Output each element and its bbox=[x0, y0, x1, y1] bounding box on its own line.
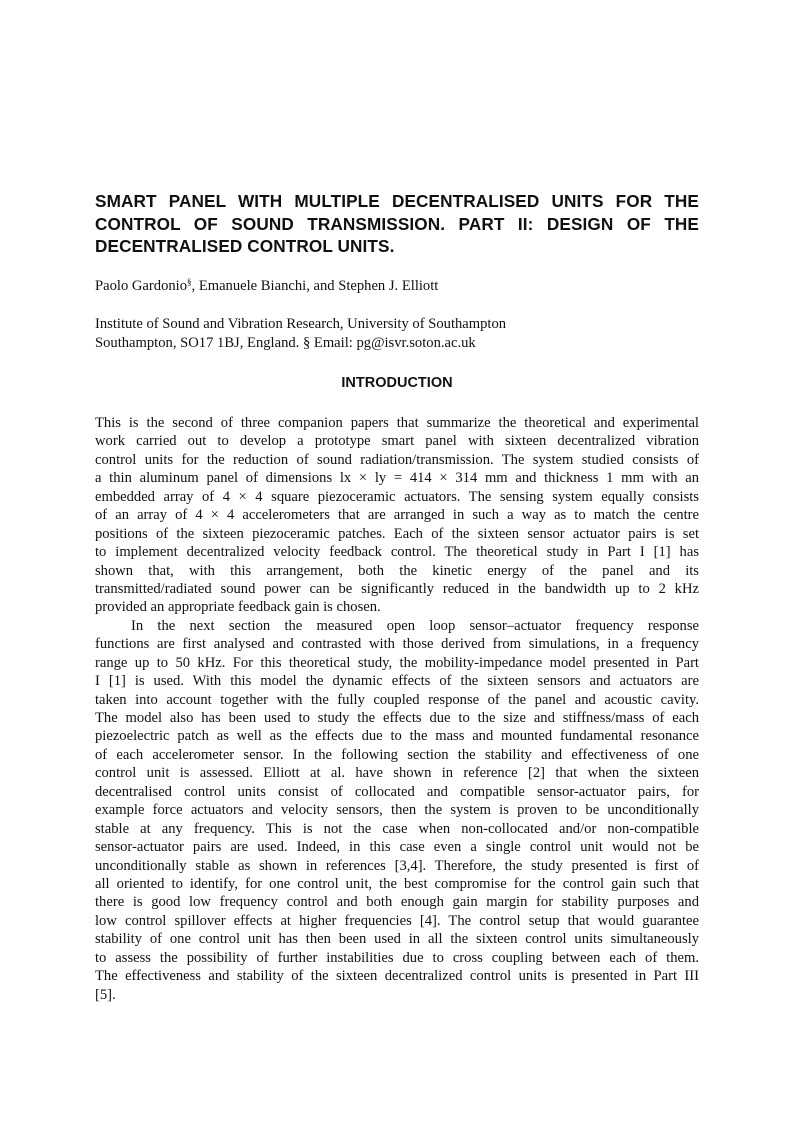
text-line: low control spillover effects at higher frequencies [4]. The control setup that would guarantee bbox=[95, 912, 699, 929]
text-line: In the next section the measured open loop sensor–actuator frequency response bbox=[131, 617, 699, 634]
text-line: positions of the sixteen piezoceramic patches. Each of the sixteen sensor actuator pairs is set bbox=[95, 525, 699, 542]
affiliation-line: Southampton, SO17 1BJ, England. § Email: pg@isvr.soton.ac.uk bbox=[95, 334, 476, 351]
paper-title bbox=[95, 190, 699, 258]
text-line: range up to 50 kHz. For this theoretical study, the mobility-impedance model presented in Part bbox=[95, 654, 699, 671]
text-line: example force actuators and velocity sensors, then the system is proven to be unconditionally bbox=[95, 802, 699, 819]
affiliation-line: Institute of Sound and Vibration Research, University of Southampton bbox=[95, 316, 507, 332]
text-line: functions are first analysed and contrasted with those derived from simulations, in a frequency bbox=[95, 636, 699, 653]
title-line: CONTROL OF SOUND TRANSMISSION. PART II: DESIGN OF THE bbox=[95, 213, 699, 234]
text-line: piezoelectric patch as well as the effects due to the mass and mounted fundamental resonance bbox=[95, 728, 699, 745]
text-line: all oriented to identify, for one control unit, the best compromise for the control gain such that bbox=[95, 875, 699, 892]
text-line: stability of one control unit has then been used in all the sixteen control units simultaneously bbox=[95, 931, 699, 948]
text-line: I [1] is used. With this model the dynamic effects of the sixteen sensors and actuators are bbox=[95, 673, 699, 690]
text-line: taken into account together with the fully coupled response of the panel and acoustic cavity. bbox=[95, 691, 699, 708]
text-line: to assess the possibility of further instabilities due to cross coupling between each of them. bbox=[95, 949, 699, 966]
text-line: there is good low frequency control and both enough gain margin for stability purposes and bbox=[95, 894, 699, 911]
text-line: The effectiveness and stability of the sixteen decentralized control units is presented in Part III bbox=[95, 968, 699, 985]
text-line: embedded array of 4 × 4 square piezoceramic actuators. The sensing system equally consists bbox=[95, 488, 699, 505]
text-line: stable at any frequency. This is not the case when non-collocated and/or non-compatible bbox=[95, 820, 699, 837]
author-names-rest: , Emanuele Bianchi, and Stephen J. Elliott bbox=[191, 278, 439, 294]
text-line: [5]. bbox=[95, 986, 116, 1003]
section-heading: INTRODUCTION bbox=[341, 375, 453, 391]
text-line: of an array of 4 × 4 accelerometers that are arranged in such a way as to match the centre bbox=[95, 507, 699, 524]
text-line: a thin aluminum panel of dimensions lx × ly = 414 × 314 mm and thickness 1 mm with an bbox=[95, 470, 699, 487]
body-text bbox=[95, 414, 699, 1004]
text-line: control units for the reduction of sound radiation/transmission. The system studied consists of bbox=[95, 451, 699, 468]
text-line: unconditionally stable as shown in references [3,4]. Therefore, the study presented is first of bbox=[95, 857, 699, 874]
paragraph-2 bbox=[95, 617, 699, 1004]
text-line: transmitted/radiated sound power can be significantly reduced in the bandwidth up to 2 kHz bbox=[95, 580, 699, 597]
author-name: Paolo Gardonio bbox=[95, 278, 188, 294]
title-line: DECENTRALISED CONTROL UNITS. bbox=[95, 236, 395, 256]
text-line: This is the second of three companion papers that summarize the theoretical and experimental bbox=[95, 415, 699, 431]
text-line: provided an appropriate feedback gain is chosen. bbox=[95, 599, 381, 616]
text-line: of each accelerometer sensor. In the following section the stability and effectiveness of one bbox=[95, 746, 699, 763]
author-list bbox=[95, 277, 699, 295]
author-footnote-mark: § bbox=[187, 277, 192, 287]
text-line: The model also has been used to study the effects due to the size and stiffness/mass of each bbox=[95, 710, 699, 726]
paragraph-1 bbox=[95, 414, 699, 617]
text-line: sensor-actuator pairs are used. Indeed, in this case even a single control unit would not be bbox=[95, 839, 699, 856]
text-line: shown that, with this arrangement, both the kinetic energy of the panel and its bbox=[95, 562, 699, 579]
text-line: work carried out to develop a prototype smart panel with sixteen decentralized vibration bbox=[95, 433, 699, 450]
text-line: control unit is assessed. Elliott at al. have shown in reference [2] that when the sixteen bbox=[95, 765, 699, 782]
text-line: decentralised control units consist of collocated and compatible sensor-actuator pairs, for bbox=[95, 783, 699, 800]
text-line: to implement decentralized velocity feedback control. The theoretical study in Part I [1] has bbox=[95, 544, 699, 561]
affiliation bbox=[95, 315, 699, 352]
title-line: SMART PANEL WITH MULTIPLE DECENTRALISED UNITS FOR THE bbox=[95, 191, 699, 211]
